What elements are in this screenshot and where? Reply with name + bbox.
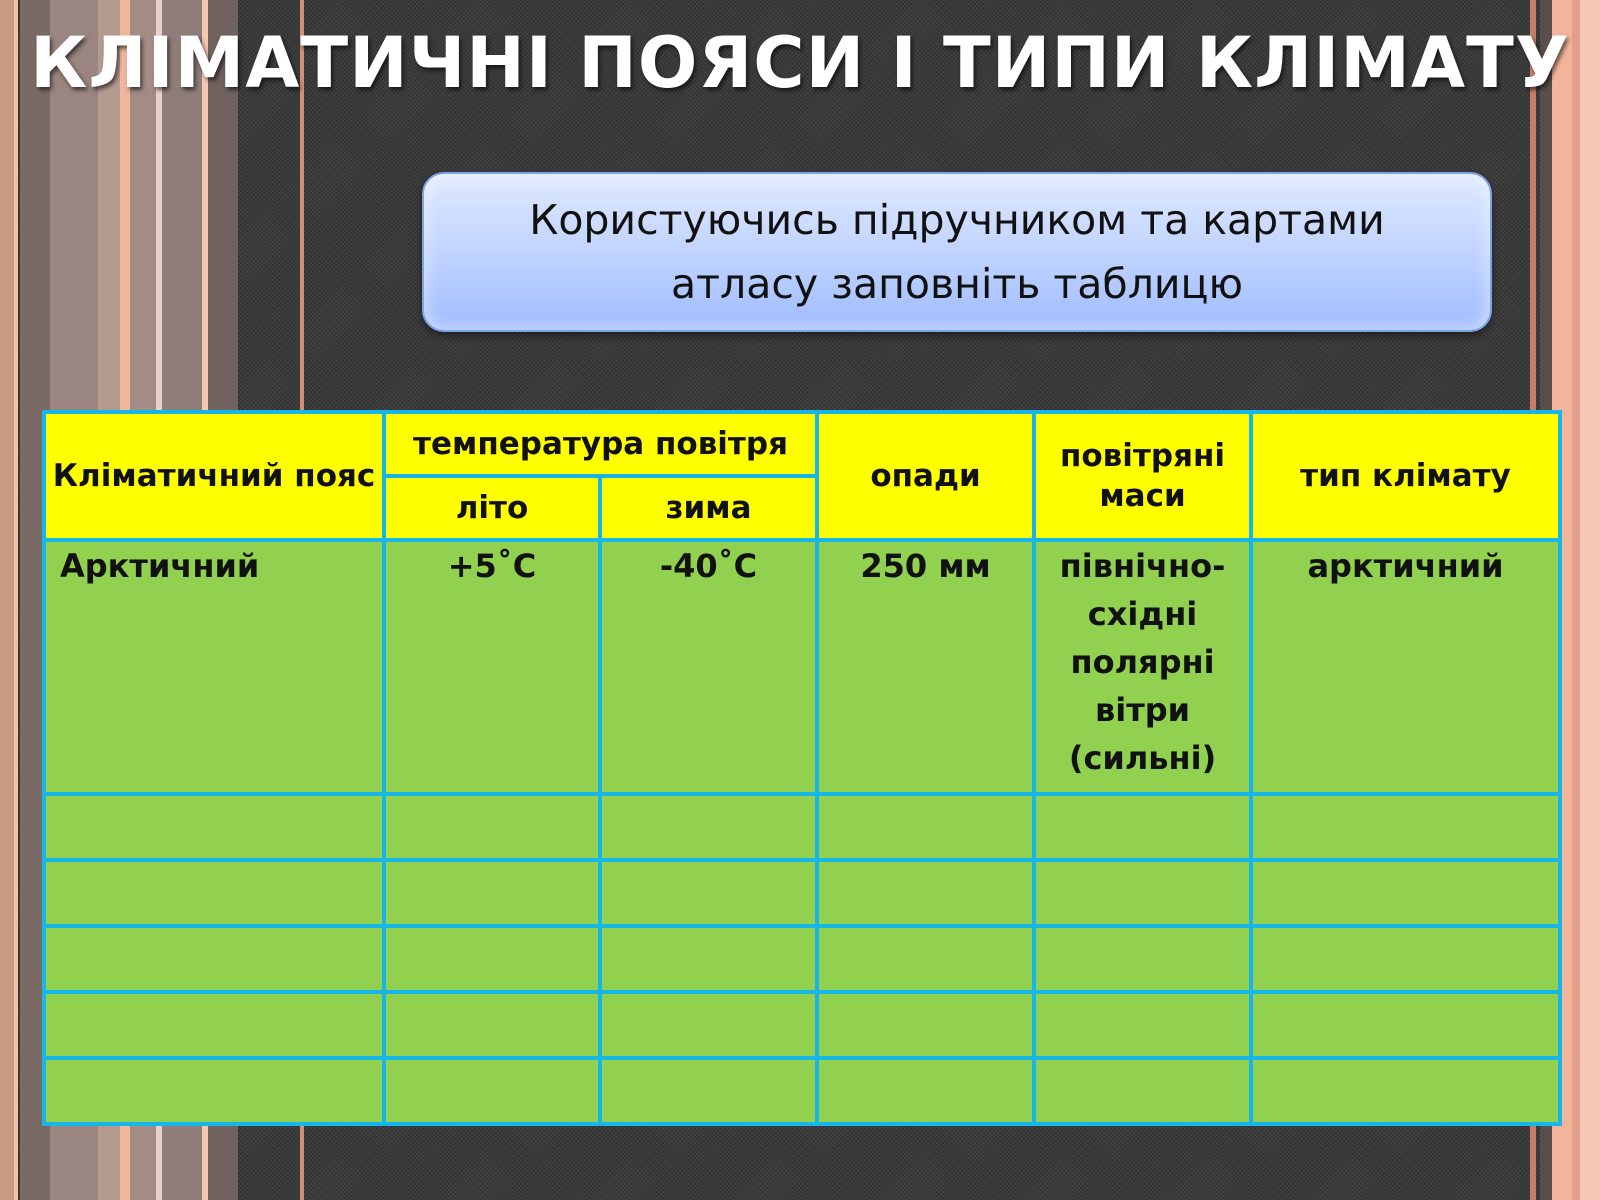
empty-cell xyxy=(44,860,384,926)
header-winter: зима xyxy=(600,476,817,540)
cell-air-masses: північно-східні полярні вітри (сильні) xyxy=(1034,540,1251,794)
header-precipitation: опади xyxy=(817,412,1034,540)
instruction-line-1: Користуючись підручником та картами xyxy=(529,196,1385,244)
table-row-empty xyxy=(44,1058,1560,1124)
empty-cell xyxy=(1251,1058,1560,1124)
header-climate-type: тип клімату xyxy=(1251,412,1560,540)
empty-cell xyxy=(817,1058,1034,1124)
empty-cell xyxy=(600,926,817,992)
empty-cell xyxy=(1251,794,1560,860)
empty-cell xyxy=(600,992,817,1058)
cell-zone: Арктичний xyxy=(44,540,384,794)
empty-cell xyxy=(1034,1058,1251,1124)
climate-table xyxy=(42,410,1562,1126)
table-row-empty xyxy=(44,926,1560,992)
empty-cell xyxy=(600,794,817,860)
cell-climate-type: арктичний xyxy=(1251,540,1560,794)
empty-cell xyxy=(1034,992,1251,1058)
cell-winter: -40˚С xyxy=(600,540,817,794)
table-row xyxy=(44,540,1560,794)
empty-cell xyxy=(1034,926,1251,992)
empty-cell xyxy=(384,860,600,926)
empty-cell xyxy=(384,794,600,860)
empty-cell xyxy=(600,1058,817,1124)
header-temperature: температура повітря xyxy=(384,412,817,476)
empty-cell xyxy=(817,992,1034,1058)
empty-cell xyxy=(600,860,817,926)
empty-cell xyxy=(1251,926,1560,992)
slide-title: КЛІМАТИЧНІ ПОЯСИ І ТИПИ КЛІМАТУ xyxy=(30,22,1570,104)
instruction-box xyxy=(422,172,1492,332)
empty-cell xyxy=(44,794,384,860)
table-row-empty xyxy=(44,992,1560,1058)
empty-cell xyxy=(384,926,600,992)
empty-cell xyxy=(44,926,384,992)
empty-cell xyxy=(1034,794,1251,860)
empty-cell xyxy=(1251,860,1560,926)
empty-cell xyxy=(1251,992,1560,1058)
empty-cell xyxy=(44,992,384,1058)
instruction-text xyxy=(529,188,1385,316)
empty-cell xyxy=(817,794,1034,860)
header-zone: Кліматичний пояс xyxy=(44,412,384,540)
empty-cell xyxy=(384,1058,600,1124)
empty-cell xyxy=(44,1058,384,1124)
header-summer: літо xyxy=(384,476,600,540)
instruction-line-2: атласу заповніть таблицю xyxy=(670,260,1243,308)
empty-cell xyxy=(1034,860,1251,926)
table-row-empty xyxy=(44,794,1560,860)
table-row-empty xyxy=(44,860,1560,926)
header-air-masses: повітряні маси xyxy=(1034,412,1251,540)
empty-cell xyxy=(817,926,1034,992)
cell-precipitation: 250 мм xyxy=(817,540,1034,794)
empty-cell xyxy=(384,992,600,1058)
empty-cell xyxy=(817,860,1034,926)
cell-summer: +5˚С xyxy=(384,540,600,794)
